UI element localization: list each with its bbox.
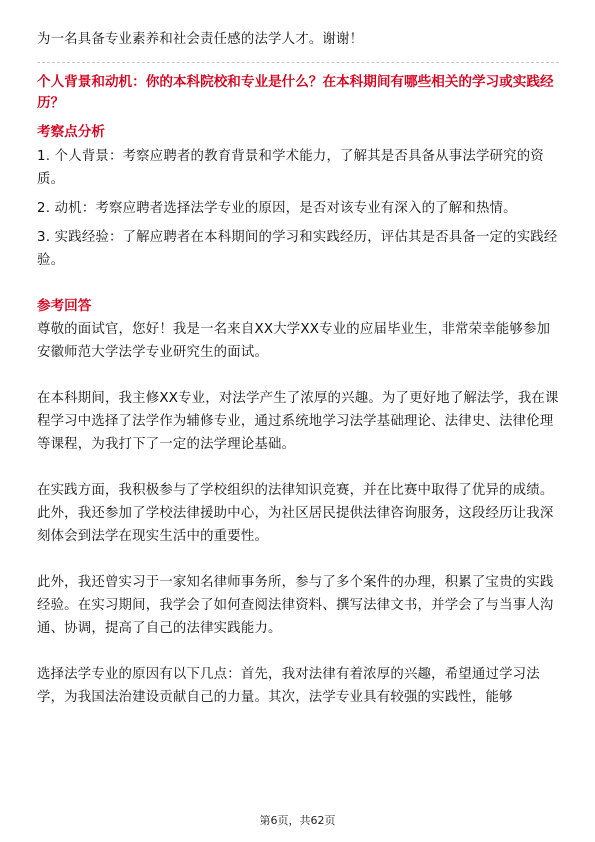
analysis-item: 1. 个人背景：考察应聘者的教育背景和学术能力，了解其是否具备从事法学研究的资质。 <box>37 149 544 187</box>
analysis-heading: 考察点分析 <box>37 124 105 140</box>
answer-paragraph: 选择法学专业的原因有以下几点：首先，我对法律有着浓厚的兴趣，希望通过学习法学，为我国法治建设贡献自己的力量。其次，法学专业具有较强的实践性，能够 <box>37 667 540 705</box>
analysis-item: 2. 动机：考察应聘者选择法学专业的原因，是否对该专业有深入的了解和热情。 <box>37 201 517 216</box>
answer-paragraph: 尊敬的面试官，您好！我是一名来自XX大学XX专业的应届毕业生，非常荣幸能够参加安徽师范大学法学专业研究生的面试。 <box>37 322 551 360</box>
section-divider <box>37 62 559 63</box>
answer-body <box>37 318 562 732</box>
answer-paragraph: 在实践方面，我积极参与了学校组织的法律知识竞赛，并在比赛中取得了优异的成绩。此外，我还参加了学校法律援助中心，为社区居民提供法律咨询服务，这段经历让我深刻体会到法学在现实生活中的重要性。 <box>37 483 554 544</box>
analysis-item: 3. 实践经验：了解应聘者在本科期间的学习和实践经历，评估其是否具备一定的实践经验。 <box>37 230 558 268</box>
analysis-list <box>37 145 562 278</box>
answer-paragraph: 在本科期间，我主修XX专业，对法学产生了浓厚的兴趣。为了更好地了解法学，我在课程学习中选择了法学作为辅修专业，通过系统地学习法学基础理论、法律史、法律伦理等课程，为我打下了一定的法学理论基础。 <box>37 391 559 452</box>
page-number: 第6页，共62页 <box>259 814 336 827</box>
answer-paragraph: 此外，我还曾实习于一家知名律师事务所，参与了多个案件的办理，积累了宝贵的实践经验。在实习期间，我学会了如何查阅法律资料、撰写法律文书，并学会了与当事人沟通、协调，提高了自己的法律实践能力。 <box>37 575 554 636</box>
answer-heading: 参考回答 <box>37 298 92 314</box>
intro-text: 为一名具备专业素养和社会责任感的法学人才。谢谢！ <box>37 32 364 47</box>
question-heading: 个人背景和动机：你的本科院校和专业是什么？在本科期间有哪些相关的学习或实践经历？ <box>37 74 554 111</box>
